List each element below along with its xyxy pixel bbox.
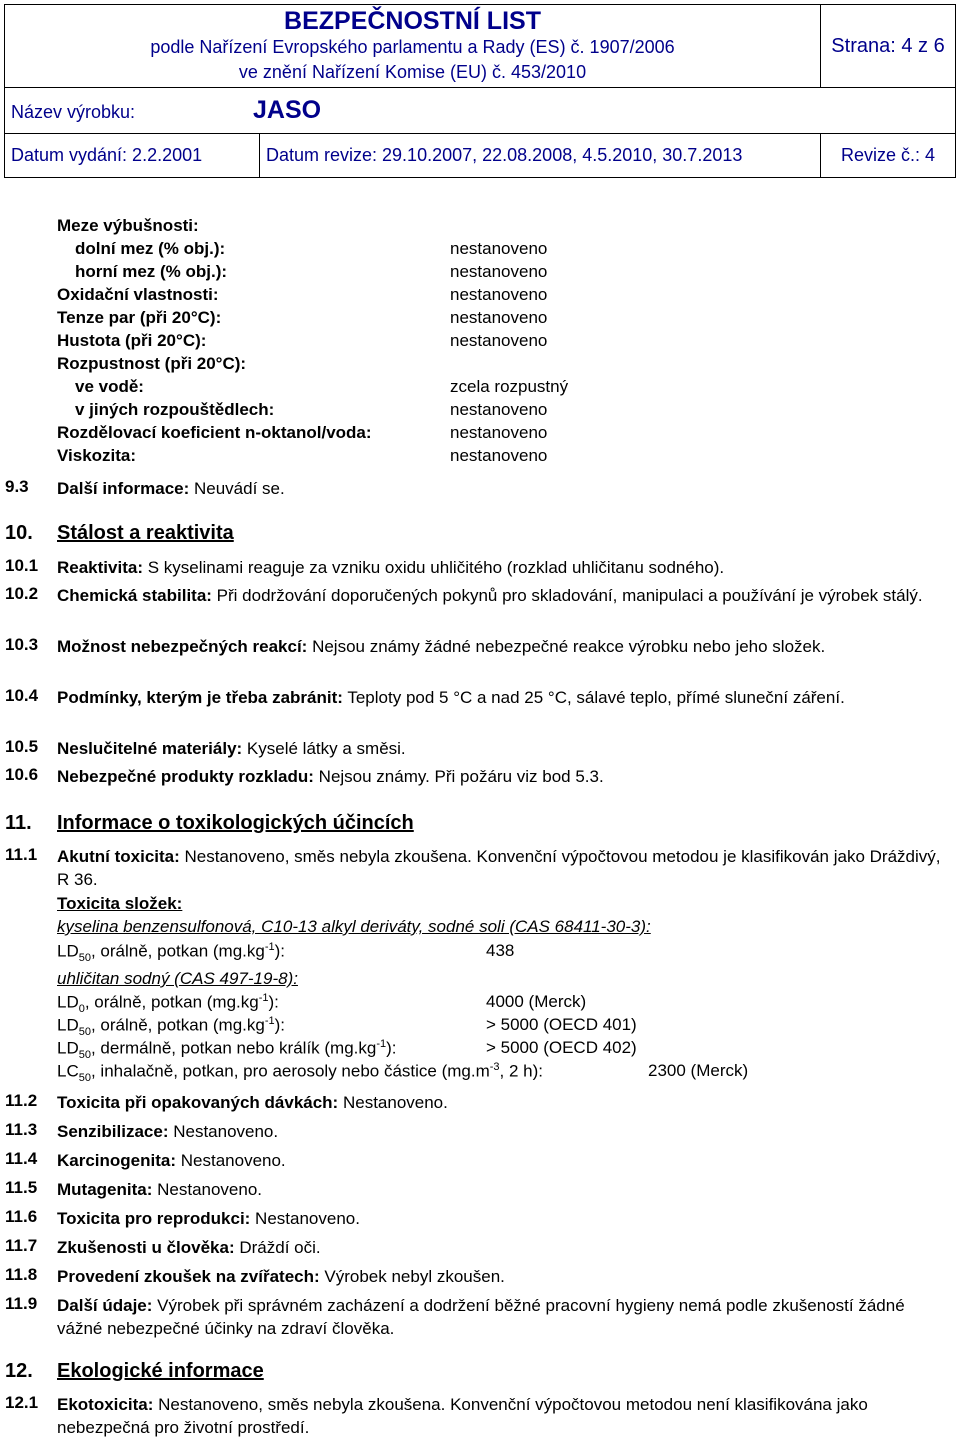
item-label: Reaktivita: <box>57 558 143 577</box>
item-number: 11.3 <box>5 1120 38 1139</box>
item-label: Provedení zkoušek na zvířatech: <box>57 1267 320 1286</box>
document-title: BEZPEČNOSTNÍ LIST <box>284 7 541 35</box>
item-11-3 <box>57 1120 952 1143</box>
section-title: Stálost a reaktivita <box>57 522 234 544</box>
item-11-4 <box>57 1149 952 1172</box>
item-10-5 <box>57 737 952 760</box>
item-label: Zkušenosti u člověka: <box>57 1238 235 1257</box>
revision-dates: Datum revize: 29.10.2007, 22.08.2008, 4.5.2010, 30.7.2013 <box>260 134 821 178</box>
prop-label: ve vodě: <box>75 377 144 396</box>
tox-row-label: $LD_{50}$, orálně, potkan $(mg.kg^{-1})$: <box>57 941 286 965</box>
product-label: Název výrobku: <box>11 102 136 122</box>
tox-row-label: $LD_0$, orálně, potkan $(mg.kg^{-1})$: <box>57 992 279 1016</box>
item-10-6 <box>57 765 952 788</box>
item-label: Senzibilizace: <box>57 1122 169 1141</box>
prop-label: Meze výbušnosti: <box>57 216 199 235</box>
section-number: 9.3 <box>5 477 29 496</box>
item-11-8 <box>57 1265 952 1288</box>
item-12-1 <box>57 1393 952 1439</box>
item-number: 10.5 <box>5 737 39 756</box>
item-number: 12.1 <box>5 1393 39 1412</box>
item-text: Nestanoveno, směs nebyla zkoušena. Konvenční výpočtovou metodou není klasifikována jako nebezpečná pro životní prostředí. <box>57 1395 868 1437</box>
prop-label: Hustota (při 20°C): <box>57 331 207 350</box>
prop-value: nestanoveno <box>450 285 548 304</box>
item-text: Nestanoveno. <box>152 1180 263 1199</box>
item-label: Podmínky, kterým je třeba zabránit: <box>57 688 343 707</box>
regulation-line-1: podle Nařízení Evropského parlamentu a Rady (ES) č. 1907/2006 <box>150 37 675 57</box>
item-label: Další údaje: <box>57 1296 153 1315</box>
section-heading <box>57 1360 264 1383</box>
tox-row-value: > 5000 (OECD 401) <box>486 1015 637 1034</box>
item-10-1 <box>57 556 952 579</box>
tox-row-label: $LD_{50}$, dermálně, potkan nebo králík $(mg.kg^{-1})$: <box>57 1038 397 1062</box>
item-label: Možnost nebezpečných reakcí: <box>57 637 308 656</box>
item-label: Ekotoxicita: <box>57 1395 154 1414</box>
item-10-4 <box>57 686 952 709</box>
item-number: 10.3 <box>5 635 39 654</box>
component-2-name: uhličitan sodný (CAS 497-19-8): <box>57 969 298 988</box>
prop-label: horní mez (% obj.): <box>75 262 228 281</box>
components-toxicity-title: Toxicita složek: <box>57 894 183 913</box>
item-text: S kyselinami reaguje za vzniku oxidu uhličitého (rozklad uhličitanu sodného). <box>142 558 725 577</box>
section-heading <box>57 522 234 545</box>
document-header <box>4 4 956 178</box>
item-number: 10.6 <box>5 765 39 784</box>
item-number: 10.2 <box>5 584 39 603</box>
item-number: 11.5 <box>5 1178 38 1197</box>
item-label: Mutagenita: <box>57 1180 153 1199</box>
section-title: Ekologické informace <box>57 1360 264 1382</box>
item-label: Toxicita pro reprodukci: <box>57 1209 251 1228</box>
item-text: Nejsou známy žádné nebezpečné reakce výrobku nebo jeho složek. <box>307 637 826 656</box>
component-1-name: kyselina benzensulfonová, C10-13 alkyl deriváty, sodné soli (CAS 68411-30-3): <box>57 917 651 936</box>
prop-value: nestanoveno <box>450 331 548 350</box>
item-11-5 <box>57 1178 952 1201</box>
product-row <box>5 88 956 134</box>
item-text: Dráždí oči. <box>234 1238 321 1257</box>
item-number: 11.7 <box>5 1236 38 1255</box>
item-number: 11.8 <box>5 1265 38 1284</box>
prop-label: Tenze par (při 20°C): <box>57 308 222 327</box>
issue-date: Datum vydání: 2.2.2001 <box>5 134 260 178</box>
prop-label: Oxidační vlastnosti: <box>57 285 219 304</box>
prop-value: nestanoveno <box>450 423 548 442</box>
section-number: 11. <box>5 812 32 834</box>
item-11-2 <box>57 1091 952 1114</box>
revision-number: Revize č.: 4 <box>821 134 956 178</box>
prop-value: zcela rozpustný <box>450 377 569 396</box>
item-text: Nestanoveno. <box>338 1093 448 1112</box>
item-label: Karcinogenita: <box>57 1151 177 1170</box>
prop-label: dolní mez (% obj.): <box>75 239 226 258</box>
section-number: 10. <box>5 522 33 544</box>
item-10-2 <box>57 584 952 607</box>
prop-value: nestanoveno <box>450 400 548 419</box>
item-text: Teploty pod 5 °C a nad 25 °C, sálavé teplo, přímé sluneční záření. <box>342 688 845 707</box>
item-11-6 <box>57 1207 952 1230</box>
header-title-cell <box>5 5 821 88</box>
prop-value: nestanoveno <box>450 446 548 465</box>
item-label: Nebezpečné produkty rozkladu: <box>57 767 314 786</box>
item-label: Akutní toxicita: <box>57 847 180 866</box>
item-11-9 <box>57 1294 952 1340</box>
item-text: Výrobek při správném zacházení a dodržení běžné pracovní hygieny nemá podle zkušeností žádné vážné nebezpečné účinky na zdraví člověka. <box>57 1296 905 1338</box>
item-label: Chemická stabilita: <box>57 586 212 605</box>
prop-value: nestanoveno <box>450 308 548 327</box>
item-text: Nestanoveno. <box>176 1151 286 1170</box>
item-text: Neuvádí se. <box>189 479 285 498</box>
item-text: Při dodržování doporučených pokynů pro skladování, manipulaci a používání je výrobek stálý. <box>211 586 923 605</box>
item-text: Nestanoveno. <box>250 1209 360 1228</box>
item-10-3 <box>57 635 952 658</box>
item-number: 10.1 <box>5 556 39 575</box>
item-label: Další informace: <box>57 479 190 498</box>
item-text: Nejsou známy. Při požáru viz bod 5.3. <box>313 767 604 786</box>
regulation-line-2: ve znění Nařízení Komise (EU) č. 453/2010 <box>238 62 587 82</box>
page-number: Strana: 4 z 6 <box>821 5 956 88</box>
item-11-7 <box>57 1236 952 1259</box>
item-text: Nestanoveno, směs nebyla zkoušena. Konvenční výpočtovou metodou je klasifikován jako Dráždivý, R 36. <box>57 847 941 889</box>
tox-row-value: 438 <box>486 941 515 960</box>
prop-label: Rozdělovací koeficient n-oktanol/voda: <box>57 423 372 442</box>
prop-value: nestanoveno <box>450 262 548 281</box>
prop-label: Rozpustnost (při 20°C): <box>57 354 247 373</box>
product-name: JASO <box>253 96 322 124</box>
tox-row-label: $LC_{50}$, inhalačně, potkan, pro aerosoly nebo částice ($mg.m^{-3}$, 2 h): <box>57 1061 544 1085</box>
item-number: 11.9 <box>5 1294 38 1313</box>
item-label: Neslučitelné materiály: <box>57 739 243 758</box>
item-text: Výrobek nebyl zkoušen. <box>319 1267 505 1286</box>
item-number: 11.2 <box>5 1091 38 1110</box>
section-number: 12. <box>5 1360 33 1382</box>
item-number: 11.1 <box>5 845 38 864</box>
item-number: 10.4 <box>5 686 39 705</box>
tox-row-value: 4000 (Merck) <box>486 992 587 1011</box>
item-number: 11.4 <box>5 1149 38 1168</box>
item-number: 11.6 <box>5 1207 38 1226</box>
tox-row-label: $LD_{50}$, orálně, potkan $(mg.kg^{-1})$: <box>57 1015 286 1039</box>
prop-label: v jiných rozpouštědlech: <box>75 400 275 419</box>
item-11-1 <box>57 845 952 891</box>
tox-row-value: 2300 (Merck) <box>648 1061 749 1080</box>
section-9-3 <box>57 477 952 500</box>
section-heading <box>57 812 414 835</box>
item-label: Toxicita při opakovaných dávkách: <box>57 1093 339 1112</box>
section-title: Informace o toxikologických účincích <box>57 812 414 834</box>
prop-label: Viskozita: <box>57 446 137 465</box>
tox-row-value: > 5000 (OECD 402) <box>486 1038 637 1057</box>
item-text: Nestanoveno. <box>168 1122 279 1141</box>
item-text: Kyselé látky a směsi. <box>242 739 406 758</box>
prop-value: nestanoveno <box>450 239 548 258</box>
